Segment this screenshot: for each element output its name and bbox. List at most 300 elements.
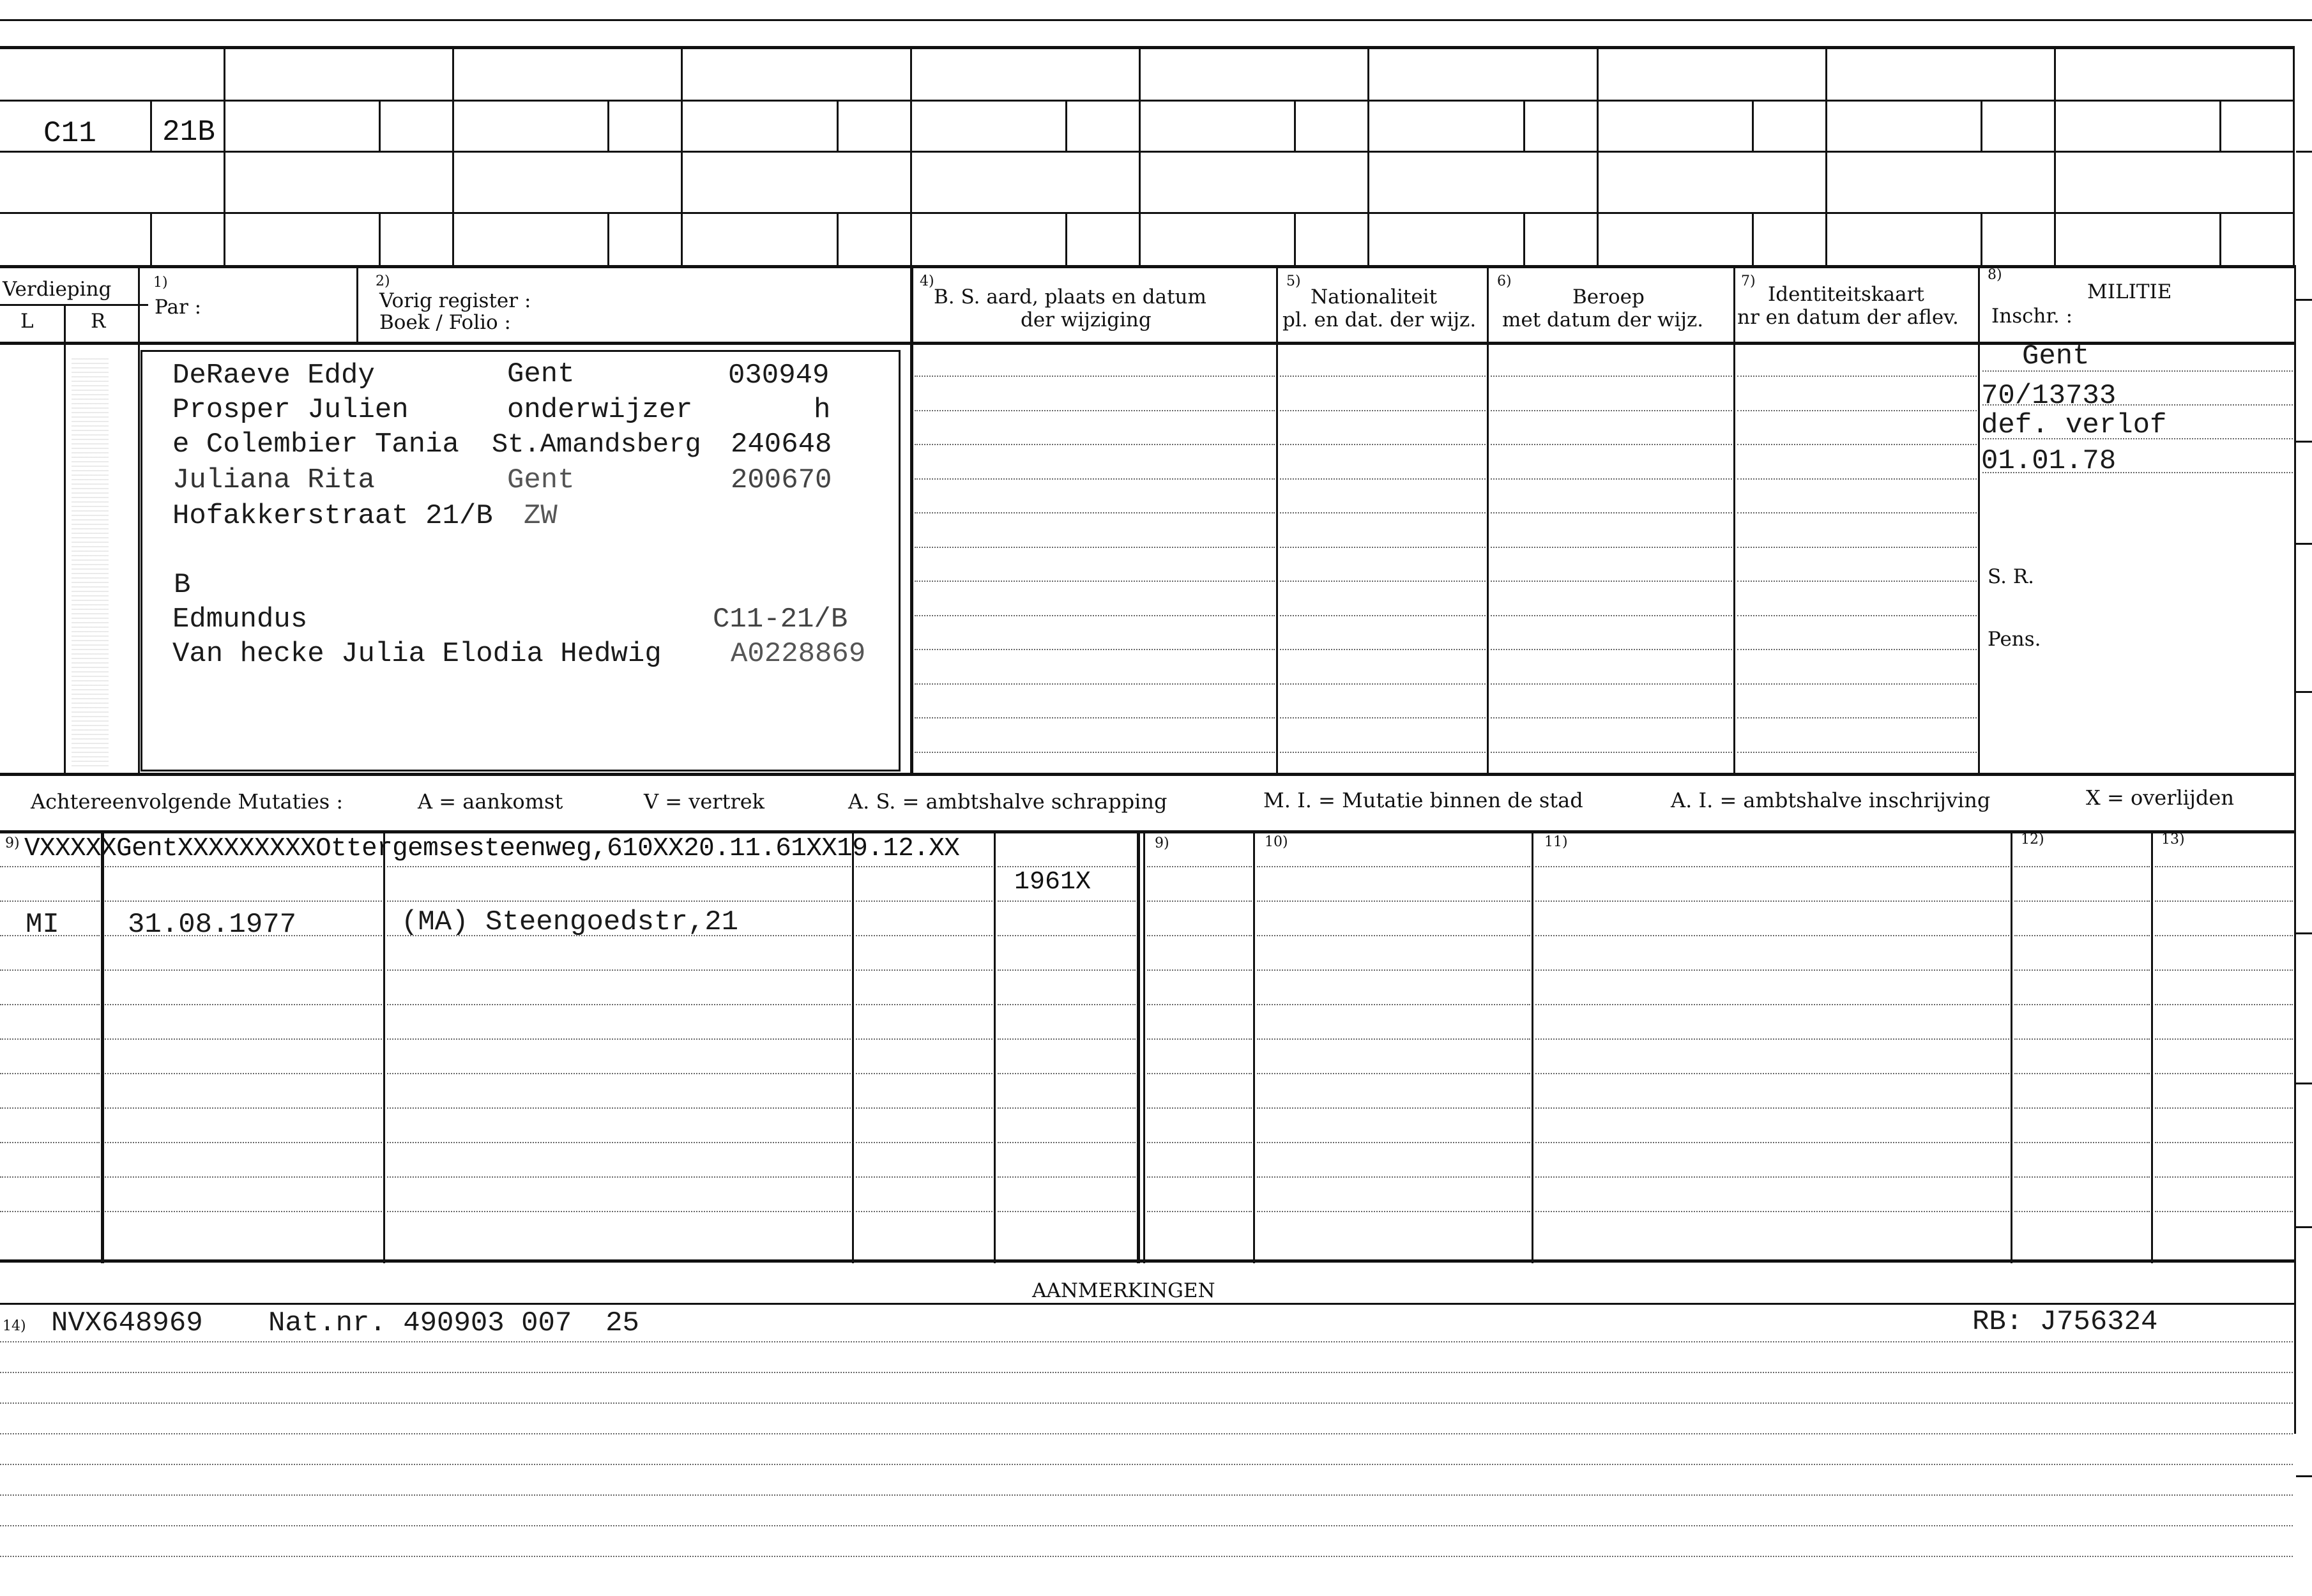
grid-sub <box>2219 100 2221 151</box>
mut-col <box>994 830 996 1263</box>
ruled-line <box>1257 1073 1530 1074</box>
ruled-line <box>1737 478 1977 480</box>
ruled-line <box>998 969 1136 971</box>
grid-col <box>910 46 912 265</box>
col5-num: 5) <box>1286 273 1301 289</box>
ruled-line <box>1257 1142 1530 1143</box>
grid-sub <box>1065 212 1067 265</box>
aanmerkingen-rule <box>0 1303 2296 1305</box>
person-edmundus-ref: C11-21/B <box>713 604 848 635</box>
ruled-line <box>1491 615 1732 616</box>
mut-num-12: 12) <box>2021 832 2044 847</box>
ruled-line <box>1491 547 1732 548</box>
person-place-4: Gent <box>507 464 575 496</box>
ruled-line <box>998 1107 1136 1109</box>
l-r-divider <box>64 304 66 773</box>
ruled-line <box>1257 1176 1530 1178</box>
ruled-line <box>105 866 382 867</box>
grid-col <box>452 46 454 265</box>
ruled-line <box>1491 376 1732 377</box>
militie-sr: S. R. <box>1988 565 2035 588</box>
grid-sub <box>379 100 381 151</box>
ruled-line <box>1737 649 1977 650</box>
ruled-line <box>856 866 992 867</box>
ruled-line <box>1491 683 1732 685</box>
ruled-line <box>2155 935 2293 936</box>
ruled-line <box>105 901 382 902</box>
ruled-line <box>2155 969 2293 971</box>
right-border <box>2294 265 2296 1434</box>
grid-sub <box>1981 100 1982 151</box>
ruled-line <box>1147 1176 1252 1178</box>
ruled-line <box>0 1433 2293 1434</box>
person-date-3: 240648 <box>731 429 832 460</box>
ruled-line <box>856 969 992 971</box>
ruled-line <box>0 1525 2293 1526</box>
ruled-line <box>1737 581 1977 582</box>
ruled-line <box>0 1073 100 1074</box>
mut-col <box>2151 830 2153 1263</box>
grid-sub <box>150 100 152 151</box>
col2-num: 2) <box>376 273 390 289</box>
ruled-line <box>387 1073 851 1074</box>
ruled-line <box>1535 866 2009 867</box>
col-divider <box>356 268 358 342</box>
ruled-line <box>105 1073 382 1074</box>
ruled-line <box>0 1494 2293 1496</box>
grid-col <box>1139 46 1141 265</box>
mut-num-9b: 9) <box>1155 835 1169 851</box>
ruled-line <box>387 935 851 936</box>
ruled-line <box>1280 478 1486 480</box>
ruled-line <box>1257 935 1530 936</box>
ruled-line <box>1491 410 1732 411</box>
ruled-line <box>1737 615 1977 616</box>
col2-line2: Boek / Folio : <box>379 311 511 334</box>
legend-v: V = vertrek <box>644 789 765 814</box>
person-name-3: e Colembier Tania <box>172 429 459 460</box>
grid-sub <box>837 100 839 151</box>
mut-num-13: 13) <box>2161 832 2185 847</box>
ruled-line <box>998 1073 1136 1074</box>
ruled-line <box>1491 444 1732 445</box>
ruled-line <box>0 1372 2293 1373</box>
ruled-line <box>856 1004 992 1005</box>
col-divider <box>1487 268 1489 773</box>
mutaties-table-top <box>0 830 2296 833</box>
ruled-line <box>998 1142 1136 1143</box>
col6-num: 6) <box>1497 273 1512 289</box>
ruled-line <box>2155 1107 2293 1109</box>
verdieping-r: R <box>91 310 106 333</box>
ruled-line <box>998 1038 1136 1040</box>
ruled-line <box>1280 547 1486 548</box>
ruled-line <box>856 1211 992 1212</box>
col4-line1: B. S. aard, plaats en datum <box>934 285 1206 308</box>
ruled-line <box>2155 1211 2293 1212</box>
ruled-line <box>1257 866 1530 867</box>
mut-col <box>101 830 104 1263</box>
ruled-line <box>1491 752 1732 753</box>
ruled-line <box>2155 1004 2293 1005</box>
ruled-line <box>915 410 1275 411</box>
person-date-2: h <box>814 394 831 426</box>
militie-inschr: Inschr. : <box>1991 305 2073 328</box>
ruled-line <box>1737 410 1977 411</box>
ruled-line <box>0 1402 2293 1404</box>
grid-line <box>0 212 2293 214</box>
ruled-line <box>0 1556 2293 1557</box>
ruled-line <box>1147 935 1252 936</box>
ruled-line <box>0 1038 100 1040</box>
ruled-line <box>2014 1107 2150 1109</box>
ruled-line <box>2155 1176 2293 1178</box>
ruled-line <box>915 376 1275 377</box>
verdieping-divider <box>0 304 148 306</box>
margin-tick <box>2296 932 2312 934</box>
legend-a: A = aankomst <box>418 789 563 814</box>
person-name-4: Juliana Rita <box>172 464 375 496</box>
aanmerking-natnr: Nat.nr. 490903 007 25 <box>268 1307 639 1339</box>
ruled-line <box>1147 969 1252 971</box>
col2-line1: Vorig register : <box>379 289 531 312</box>
person-date-1: 030949 <box>728 360 830 391</box>
ruled-line <box>1280 615 1486 616</box>
ruled-line <box>0 1341 2293 1342</box>
ruled-line <box>1491 649 1732 650</box>
col6-line1: Beroep <box>1572 285 1645 308</box>
ruled-line <box>1535 1073 2009 1074</box>
col7-line1: Identiteitskaart <box>1768 283 1924 306</box>
ruled-line <box>998 935 1136 936</box>
person-date-4: 200670 <box>731 464 832 496</box>
ruled-line <box>1147 1211 1252 1212</box>
grid-sub <box>1981 212 1982 265</box>
person-edmundus: Edmundus <box>172 604 308 635</box>
aanmerkingen-title: AANMERKINGEN <box>1032 1279 1215 1302</box>
ruled-line <box>1257 1004 1530 1005</box>
col5-line1: Nationaliteit <box>1311 285 1438 308</box>
ruled-line <box>856 1142 992 1143</box>
ruled-line <box>1535 901 2009 902</box>
ruled-line <box>105 1107 382 1109</box>
col8-num: 8) <box>1988 267 2002 283</box>
ruled-line <box>1147 901 1252 902</box>
grid-code-21b: 21B <box>162 116 215 149</box>
mut-col <box>1143 830 1145 1263</box>
ruled-line <box>2155 901 2293 902</box>
ruled-line <box>0 1107 100 1109</box>
ruled-line <box>105 1038 382 1040</box>
grid-col <box>1825 46 1827 265</box>
grid-sub <box>607 100 609 151</box>
person-address: Hofakkerstraat 21/B <box>172 500 493 532</box>
ruled-line <box>0 901 100 902</box>
ruled-line <box>998 901 1136 902</box>
ruled-line <box>2014 935 2150 936</box>
top-grid-border <box>0 46 2293 49</box>
ruled-line <box>1147 1038 1252 1040</box>
col-divider <box>1276 268 1278 773</box>
margin-tick <box>2296 1475 2312 1477</box>
ruled-line <box>1280 752 1486 753</box>
scan-noise <box>72 358 109 766</box>
ruled-line <box>1257 1107 1530 1109</box>
ruled-line <box>2155 1038 2293 1040</box>
ruled-line <box>2014 1038 2150 1040</box>
mutaties-top <box>0 773 2296 776</box>
ruled-line <box>2014 1142 2150 1143</box>
verdieping-label: Verdieping <box>3 278 112 301</box>
mut-col <box>1532 830 1533 1263</box>
margin-tick <box>2296 151 2312 153</box>
ruled-line <box>2155 1142 2293 1143</box>
grid-sub <box>1523 212 1525 265</box>
mutatie-date: 31.08.1977 <box>128 909 297 941</box>
aanmerkingen-top <box>0 1259 2296 1263</box>
ruled-line <box>0 1176 100 1178</box>
militie-pens: Pens. <box>1988 628 2041 651</box>
ruled-line <box>998 1004 1136 1005</box>
ruled-line <box>387 866 851 867</box>
ruled-line <box>998 1211 1136 1212</box>
person-place-1: Gent <box>507 358 575 390</box>
person-zw: ZW <box>524 500 558 532</box>
legend-x: X = overlijden <box>2086 786 2234 810</box>
ruled-line <box>1147 1073 1252 1074</box>
ruled-line <box>1280 717 1486 718</box>
ruled-line <box>387 1142 851 1143</box>
col5-line2: pl. en dat. der wijz. <box>1282 308 1477 331</box>
ruled-line <box>105 1004 382 1005</box>
person-place-2: onderwijzer <box>507 394 693 426</box>
ruled-line <box>1491 581 1732 582</box>
ruled-line <box>2014 1073 2150 1074</box>
margin-tick <box>2296 1083 2312 1084</box>
person-place-3: St.Amandsberg <box>492 429 701 460</box>
ruled-line <box>1737 683 1977 685</box>
ruled-line <box>105 1176 382 1178</box>
mutatie-struck-entry: VXXXXXGentXXXXXXXXXOttergemsesteenweg,610XX20.11.61XX19.12.XX <box>24 834 960 863</box>
ruled-line <box>1491 717 1732 718</box>
ruled-line <box>915 615 1275 616</box>
aanmerking-rb: RB: J756324 <box>1972 1306 2158 1338</box>
ruled-line <box>0 1211 100 1212</box>
ruled-line <box>1737 512 1977 513</box>
grid-col <box>2293 46 2295 265</box>
ruled-line <box>1535 935 2009 936</box>
ruled-line <box>2155 866 2293 867</box>
mut-col <box>852 830 854 1263</box>
ruled-line <box>0 935 100 936</box>
ruled-line <box>856 901 992 902</box>
grid-sub <box>607 212 609 265</box>
mutatie-code: MI <box>26 909 59 941</box>
ruled-line <box>2014 866 2150 867</box>
col6-line2: met datum der wijz. <box>1502 308 1704 331</box>
ruled-line <box>105 935 382 936</box>
grid-code-c11: C11 <box>43 117 96 150</box>
mut-num-10: 10) <box>1265 834 1288 850</box>
ruled-line <box>915 683 1275 685</box>
ruled-line <box>1280 512 1486 513</box>
margin-tick <box>2296 441 2312 443</box>
person-name-1: DeRaeve Eddy <box>172 360 375 391</box>
ruled-line <box>1147 1107 1252 1109</box>
person-name-2: Prosper Julien <box>172 394 409 426</box>
militie-title: MILITIE <box>2087 280 2172 303</box>
margin-tick <box>2296 543 2312 545</box>
grid-sub <box>150 212 152 265</box>
ruled-line <box>387 969 851 971</box>
grid-sub <box>837 212 839 265</box>
grid-sub <box>1065 100 1067 151</box>
ruled-line <box>856 1038 992 1040</box>
ruled-line <box>915 717 1275 718</box>
ruled-line <box>915 478 1275 480</box>
mut-num-11: 11) <box>1544 834 1568 850</box>
ruled-line <box>387 1107 851 1109</box>
mut-col <box>1137 830 1140 1263</box>
ruled-line <box>998 866 1136 867</box>
mut-col <box>1253 830 1255 1263</box>
ruled-line <box>856 1176 992 1178</box>
ruled-line <box>1535 1211 2009 1212</box>
ruled-line <box>1737 752 1977 753</box>
ruled-line <box>1280 376 1486 377</box>
ruled-line <box>1737 717 1977 718</box>
ruled-line <box>1280 444 1486 445</box>
mutatie-address: (MA) Steengoedstr,21 <box>401 906 739 938</box>
header-bottom <box>0 342 2296 345</box>
grid-sub <box>379 212 381 265</box>
col4-num: 4) <box>920 273 934 289</box>
mut-col <box>383 830 385 1263</box>
ruled-line <box>915 649 1275 650</box>
ruled-line <box>0 969 100 971</box>
person-mother: Van hecke Julia Elodia Hedwig <box>172 638 662 670</box>
aanmerking-num: 14) <box>3 1318 26 1334</box>
ruled-line <box>387 1038 851 1040</box>
ruled-line <box>1535 1142 2009 1143</box>
ruled-line <box>0 1464 2293 1465</box>
ruled-line <box>1147 866 1252 867</box>
grid-col <box>1367 46 1369 265</box>
ruled-line <box>1257 969 1530 971</box>
ruled-line <box>1257 1211 1530 1212</box>
legend-ai: A. I. = ambtshalve inschrijving <box>1671 788 1991 812</box>
mutaties-heading: Achtereenvolgende Mutaties : <box>31 789 344 814</box>
grid-sub <box>1294 212 1296 265</box>
col-divider <box>1978 268 1980 773</box>
ruled-line <box>387 1004 851 1005</box>
col1-num: 1) <box>153 275 168 291</box>
ruled-line <box>2014 901 2150 902</box>
grid-sub <box>1752 212 1754 265</box>
ruled-line <box>1535 1107 2009 1109</box>
ruled-line <box>2014 1211 2150 1212</box>
ruled-line <box>1737 444 1977 445</box>
militie-date: 01.01.78 <box>1981 445 2117 477</box>
grid-sub <box>1523 100 1525 151</box>
ruled-line <box>1737 547 1977 548</box>
ruled-line <box>105 1211 382 1212</box>
mut-num-9a: 9) <box>5 835 20 851</box>
ruled-line <box>1491 478 1732 480</box>
ruled-line <box>1257 901 1530 902</box>
ruled-line <box>387 1176 851 1178</box>
ruled-line <box>1257 1038 1530 1040</box>
grid-col <box>1597 46 1599 265</box>
ruled-line <box>1535 969 2009 971</box>
mutatie-struck-year: 1961X <box>1014 868 1091 897</box>
grid-sub <box>1752 100 1754 151</box>
ruled-line <box>1147 1004 1252 1005</box>
col1-label: Par : <box>155 296 202 319</box>
ruled-line <box>387 1211 851 1212</box>
legend-mi: M. I. = Mutatie binnen de stad <box>1263 788 1583 812</box>
ruled-line <box>2014 1004 2150 1005</box>
legend-as: A. S. = ambtshalve schrapping <box>848 789 1167 814</box>
ruled-line <box>2014 969 2150 971</box>
top-edge <box>0 19 2312 21</box>
ruled-line <box>1491 512 1732 513</box>
col-divider <box>910 268 913 773</box>
grid-sub <box>2219 212 2221 265</box>
ruled-line <box>915 752 1275 753</box>
verdieping-l: L <box>20 310 34 333</box>
ruled-line <box>856 1107 992 1109</box>
grid-sub <box>1294 100 1296 151</box>
person-b: B <box>174 569 191 601</box>
margin-tick <box>2296 299 2312 301</box>
ruled-line <box>387 901 851 902</box>
ruled-line <box>1280 410 1486 411</box>
ruled-line <box>915 512 1275 513</box>
ruled-line <box>1147 1142 1252 1143</box>
ruled-line <box>1535 1004 2009 1005</box>
grid-col <box>224 46 225 265</box>
ruled-line <box>1280 683 1486 685</box>
grid-line <box>0 100 2293 102</box>
ruled-line <box>915 444 1275 445</box>
mut-col <box>2011 830 2012 1263</box>
col-divider <box>1733 268 1735 773</box>
grid-col <box>2054 46 2056 265</box>
col7-num: 7) <box>1741 273 1756 289</box>
ruled-line <box>0 866 100 867</box>
ruled-line <box>1280 649 1486 650</box>
militie-place: Gent <box>2022 340 2090 372</box>
margin-tick <box>2296 1226 2312 1228</box>
col4-line2: der wijziging <box>1021 308 1152 331</box>
ruled-line <box>1280 581 1486 582</box>
militie-status: def. verlof <box>1981 409 2167 441</box>
col7-line2: nr en datum der aflev. <box>1737 306 1959 329</box>
grid-col <box>681 46 683 265</box>
grid-line <box>0 151 2293 153</box>
person-mother-ref: A0228869 <box>731 638 866 670</box>
ruled-line <box>1535 1176 2009 1178</box>
ruled-line <box>105 969 382 971</box>
ruled-line <box>1737 376 1977 377</box>
ruled-line <box>915 581 1275 582</box>
ruled-line <box>0 1142 100 1143</box>
ruled-line <box>856 1073 992 1074</box>
margin-tick <box>2296 691 2312 693</box>
ruled-line <box>998 1176 1136 1178</box>
ruled-line <box>0 1004 100 1005</box>
